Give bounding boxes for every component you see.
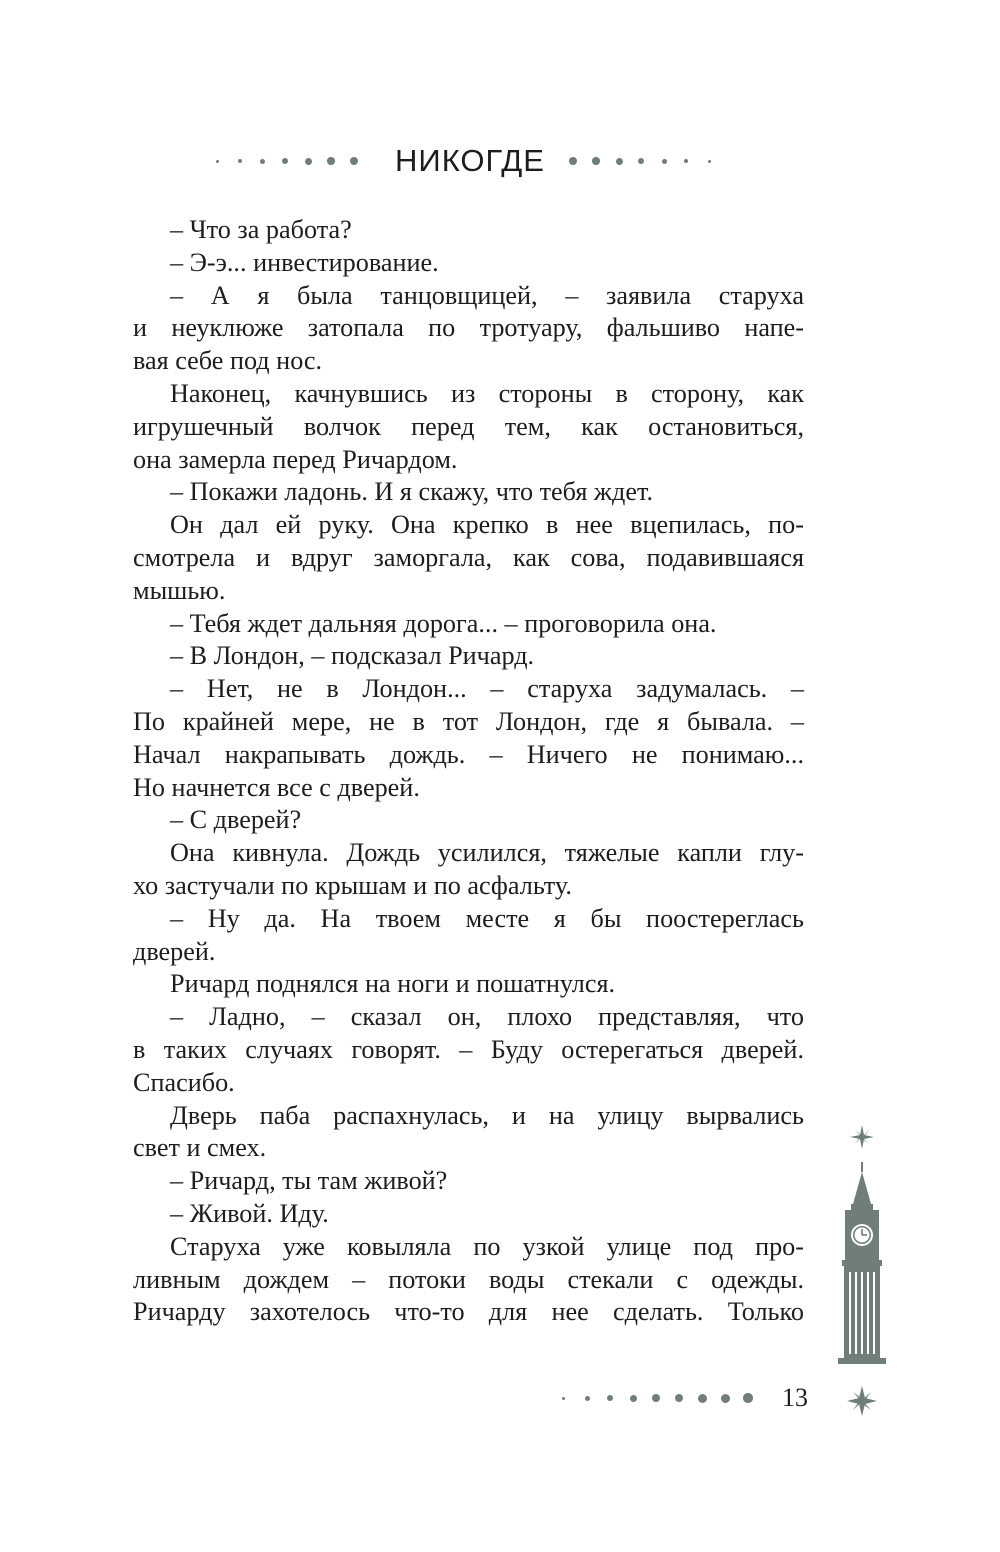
ornament-dot bbox=[662, 159, 667, 164]
ornament-dot bbox=[592, 157, 600, 165]
text-line: – А я была танцовщицей, – заявила старуха bbox=[170, 280, 804, 310]
text-line: хо застучали по крышам и по асфальту. bbox=[133, 870, 572, 900]
text-line: Он дал ей руку. Она крепко в нее вцепилась, по- bbox=[170, 510, 804, 540]
text-line: вая себе под нос. bbox=[133, 346, 323, 376]
ornament-dot bbox=[675, 1394, 684, 1403]
text-line: она замерла перед Ричардом. bbox=[133, 444, 458, 474]
text-line: – Нет, не в Лондон... – старуха задумалась. – bbox=[170, 674, 804, 704]
text-line: смотрела и вдруг заморгала, как сова, подавившаяся bbox=[133, 542, 804, 572]
text-line: Начал накрапывать дождь. – Ничего не понимаю... bbox=[133, 739, 804, 769]
ornament-dot bbox=[569, 157, 577, 165]
ornament-dot bbox=[652, 1394, 660, 1402]
text-line: ливным дождем – потоки воды стекали с одежды. bbox=[133, 1264, 804, 1294]
text-line: свет и смех. bbox=[133, 1133, 267, 1163]
text-line: По крайней мере, не в тот Лондон, где я бывала. – bbox=[133, 706, 804, 736]
text-line: дверей. bbox=[133, 936, 216, 966]
text-line: игрушечный волчок перед тем, как остановиться, bbox=[133, 411, 804, 441]
text-line: – Тебя ждет дальняя дорога... – проговорила она. bbox=[170, 608, 717, 638]
text-line: – Что за работа? bbox=[170, 215, 352, 244]
ornament-dot bbox=[616, 158, 623, 165]
ornament-dot bbox=[684, 159, 688, 163]
ornament-dot bbox=[698, 1394, 707, 1403]
ornament-dot bbox=[743, 1393, 753, 1403]
text-line: – Ладно, – сказал он, плохо представляя, что bbox=[170, 1002, 804, 1032]
text-line: мышью. bbox=[133, 575, 226, 605]
clock-face bbox=[851, 1224, 873, 1246]
text-line: – В Лондон, – подсказал Ричард. bbox=[170, 641, 535, 671]
running-header bbox=[0, 136, 1000, 186]
ornament-dot bbox=[305, 158, 312, 165]
ornament-dot bbox=[238, 159, 242, 163]
text-line: Старуха уже ковыляла по узкой улице под про- bbox=[170, 1231, 804, 1261]
ornament-dot bbox=[282, 158, 288, 164]
text-line: Дверь паба распахнулась, и на улицу вырвались bbox=[170, 1100, 804, 1130]
ornament-dot bbox=[260, 159, 265, 164]
text-line: – С дверей? bbox=[170, 805, 302, 835]
text-line: – Покажи ладонь. И я скажу, что тебя ждет. bbox=[170, 477, 653, 507]
page-number: 13 bbox=[782, 1383, 808, 1412]
ornament-dot bbox=[607, 1395, 613, 1401]
text-line: – Э-э... инвестирование. bbox=[170, 247, 439, 277]
text-line: Она кивнула. Дождь усилился, тяжелые капли глу- bbox=[170, 838, 804, 868]
text-line: – Ну да. На твоем месте я бы поостереглась bbox=[170, 903, 804, 933]
text-line: в таких случаях говорят. – Буду остерегаться дверей. bbox=[133, 1034, 804, 1064]
ornament-dot bbox=[327, 157, 335, 165]
text-line: – Ричард, ты там живой? bbox=[170, 1166, 448, 1196]
ornament-dot bbox=[708, 160, 711, 163]
text-line: Ричард поднялся на ноги и пошатнулся. bbox=[170, 969, 616, 999]
ornament-dot bbox=[638, 158, 644, 164]
ornament-dot bbox=[216, 160, 219, 163]
top-star-icon bbox=[850, 1125, 874, 1149]
ornament-dot bbox=[350, 157, 358, 165]
ornament-dot bbox=[721, 1394, 730, 1403]
text-line: и неуклюже затопала по тротуару, фальшиво напе- bbox=[133, 313, 804, 343]
text-line: Но начнется все с дверей. bbox=[133, 772, 420, 802]
ornament-dot bbox=[630, 1395, 637, 1402]
text-line: Спасибо. bbox=[133, 1067, 235, 1097]
body-text bbox=[133, 214, 804, 1329]
page-footer bbox=[0, 1375, 1000, 1421]
text-line: – Живой. Иду. bbox=[170, 1198, 329, 1228]
running-title: НИКОГДЕ bbox=[395, 143, 545, 178]
ornament-dot bbox=[585, 1396, 590, 1401]
text-line: Наконец, качнувшись из стороны в сторону, как bbox=[170, 378, 804, 408]
text-line: Ричарду захотелось что-то для нее сделать. Только bbox=[133, 1297, 804, 1327]
ornament-dot bbox=[562, 1397, 565, 1400]
